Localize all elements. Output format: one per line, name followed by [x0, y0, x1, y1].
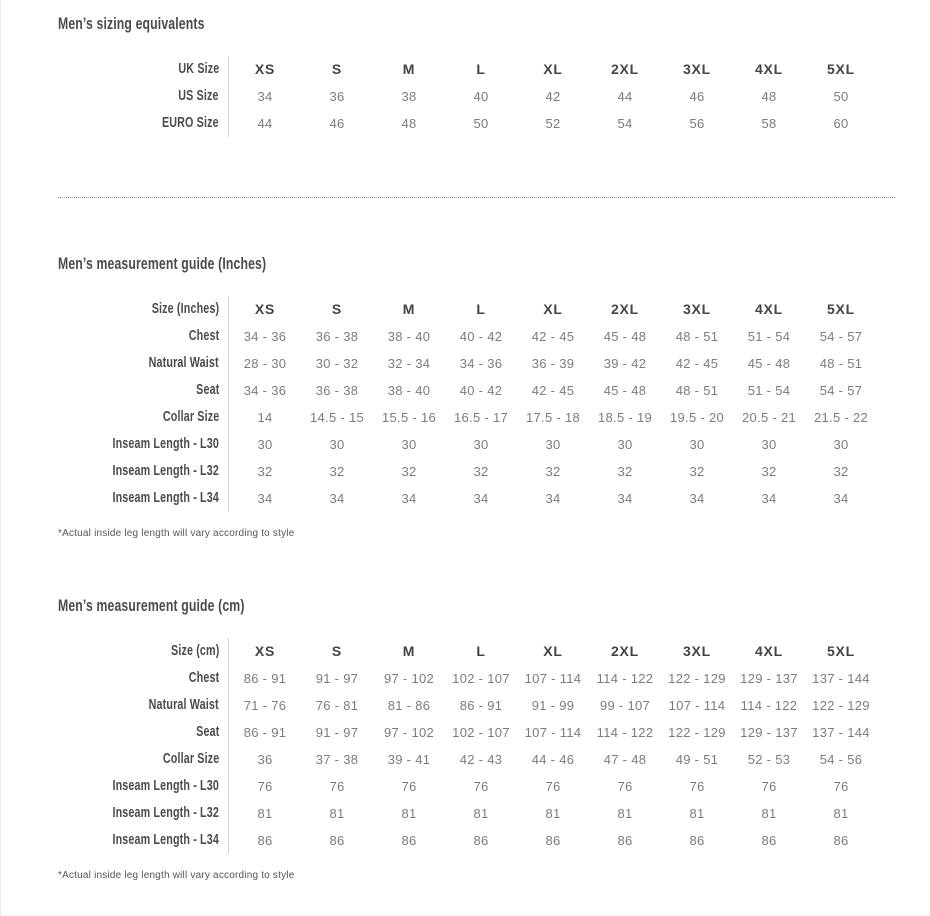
measurement-cm-table: [58, 638, 895, 854]
size-column-header: S: [331, 301, 343, 317]
measurement-inches-table: [58, 296, 895, 512]
size-value-cell: 36: [329, 89, 345, 104]
table-row: [58, 800, 895, 827]
table-row: [58, 404, 895, 431]
size-column-header: 3XL: [682, 643, 712, 659]
size-value-cell: 86: [257, 833, 273, 848]
size-value-cell: 86: [329, 833, 345, 848]
row-cells: [228, 83, 877, 110]
size-value-cell: 32: [473, 464, 489, 479]
size-value-cell: 76: [329, 779, 345, 794]
row-cells: [228, 110, 877, 137]
size-value-cell: 34: [689, 491, 705, 506]
row-cells: [228, 296, 877, 323]
size-value-cell: 34: [257, 491, 273, 506]
size-value-cell: 39 - 41: [387, 752, 431, 767]
size-value-cell: 50: [473, 116, 489, 131]
inches-footnote: *Actual inside leg length will vary according to style: [58, 528, 295, 539]
size-value-cell: 81: [401, 806, 417, 821]
size-value-cell: 34 - 36: [243, 329, 287, 344]
size-value-cell: 97 - 102: [383, 725, 435, 740]
row-label: Inseam Length - L34: [112, 490, 219, 506]
size-column-header: 4XL: [754, 643, 784, 659]
row-cells: [228, 458, 877, 485]
size-value-cell: 49 - 51: [675, 752, 719, 767]
size-value-cell: 56: [689, 116, 705, 131]
size-value-cell: 137 - 144: [812, 671, 870, 686]
table-row: [58, 458, 895, 485]
size-value-cell: 86 - 91: [243, 725, 287, 740]
size-column-header: XS: [254, 301, 276, 317]
row-cells: [228, 773, 877, 800]
table-row: [58, 350, 895, 377]
size-value-cell: 122 - 129: [668, 671, 726, 686]
size-value-cell: 76: [401, 779, 417, 794]
size-column-header: L: [476, 301, 486, 317]
table-row: [58, 377, 895, 404]
row-label: Inseam Length - L30: [112, 778, 219, 794]
row-label: Inseam Length - L30: [112, 436, 219, 452]
size-value-cell: 129 - 137: [740, 671, 798, 686]
size-value-cell: 99 - 107: [599, 698, 651, 713]
size-value-cell: 86 - 91: [243, 671, 287, 686]
table-row: [58, 827, 895, 854]
size-value-cell: 107 - 114: [668, 698, 726, 713]
size-value-cell: 30: [689, 437, 705, 452]
size-value-cell: 20.5 - 21: [741, 410, 796, 425]
table-row: [58, 692, 895, 719]
size-column-header: S: [331, 61, 343, 77]
size-value-cell: 54 - 57: [819, 329, 863, 344]
size-value-cell: 44 - 46: [531, 752, 575, 767]
size-value-cell: 32: [617, 464, 633, 479]
size-value-cell: 102 - 107: [452, 725, 510, 740]
row-label: Chest: [188, 670, 219, 686]
size-value-cell: 45 - 48: [603, 329, 647, 344]
size-value-cell: 30: [473, 437, 489, 452]
size-value-cell: 32: [761, 464, 777, 479]
sizing-equivalents-table: [58, 56, 895, 137]
size-value-cell: 30: [833, 437, 849, 452]
size-value-cell: 32 - 34: [387, 356, 431, 371]
row-cells: [228, 638, 877, 665]
row-cells: [228, 485, 877, 512]
size-column-header: XL: [543, 301, 563, 317]
size-value-cell: 76: [833, 779, 849, 794]
size-column-header: 3XL: [682, 301, 712, 317]
size-value-cell: 122 - 129: [812, 698, 870, 713]
size-column-header: XL: [543, 643, 563, 659]
size-column-header: XL: [543, 61, 563, 77]
size-value-cell: 114 - 122: [596, 671, 654, 686]
size-value-cell: 32: [833, 464, 849, 479]
row-label: Seat: [195, 724, 219, 740]
size-value-cell: 52: [545, 116, 561, 131]
row-label: Seat: [195, 382, 219, 398]
size-value-cell: 76: [761, 779, 777, 794]
size-value-cell: 34: [401, 491, 417, 506]
size-value-cell: 81: [761, 806, 777, 821]
row-cells: [228, 323, 877, 350]
size-value-cell: 71 - 76: [243, 698, 287, 713]
row-label: Natural Waist: [148, 355, 219, 371]
size-value-cell: 48 - 51: [819, 356, 863, 371]
size-value-cell: 19.5 - 20: [669, 410, 724, 425]
size-value-cell: 81: [473, 806, 489, 821]
size-value-cell: 32: [329, 464, 345, 479]
row-cells: [228, 746, 877, 773]
size-column-header: 2XL: [610, 643, 640, 659]
size-value-cell: 81: [545, 806, 561, 821]
size-value-cell: 86: [761, 833, 777, 848]
size-value-cell: 91 - 97: [315, 671, 359, 686]
size-column-header: XS: [254, 643, 276, 659]
size-value-cell: 54 - 56: [819, 752, 863, 767]
size-column-header: 3XL: [682, 61, 712, 77]
size-value-cell: 32: [689, 464, 705, 479]
size-value-cell: 17.5 - 18: [525, 410, 580, 425]
size-value-cell: 34: [329, 491, 345, 506]
size-value-cell: 76 - 81: [315, 698, 359, 713]
size-value-cell: 42 - 45: [675, 356, 719, 371]
size-value-cell: 76: [257, 779, 273, 794]
row-cells: [228, 350, 877, 377]
row-label: Size (Inches): [151, 301, 219, 317]
table-row: [58, 665, 895, 692]
size-value-cell: 48: [401, 116, 417, 131]
size-value-cell: 81: [617, 806, 633, 821]
size-column-header: 5XL: [826, 301, 856, 317]
table-header-row: [58, 56, 895, 83]
size-value-cell: 46: [689, 89, 705, 104]
size-column-header: 4XL: [754, 301, 784, 317]
size-value-cell: 34 - 36: [459, 356, 503, 371]
size-value-cell: 30: [617, 437, 633, 452]
size-value-cell: 34 - 36: [243, 383, 287, 398]
size-column-header: M: [402, 301, 416, 317]
size-value-cell: 122 - 129: [668, 725, 726, 740]
size-value-cell: 51 - 54: [747, 383, 791, 398]
table-row: [58, 719, 895, 746]
size-value-cell: 102 - 107: [452, 671, 510, 686]
size-value-cell: 42 - 45: [531, 383, 575, 398]
size-column-header: 4XL: [754, 61, 784, 77]
size-value-cell: 52 - 53: [747, 752, 791, 767]
size-value-cell: 34: [761, 491, 777, 506]
size-value-cell: 114 - 122: [596, 725, 654, 740]
size-value-cell: 21.5 - 22: [813, 410, 868, 425]
row-label: Inseam Length - L32: [112, 463, 219, 479]
size-value-cell: 50: [833, 89, 849, 104]
row-cells: [228, 431, 877, 458]
row-label: Inseam Length - L34: [112, 832, 219, 848]
cm-footnote: *Actual inside leg length will vary according to style: [58, 870, 295, 881]
size-column-header: 2XL: [610, 61, 640, 77]
size-value-cell: 137 - 144: [812, 725, 870, 740]
section-title-measurement-inches: [58, 254, 895, 274]
size-value-cell: 91 - 99: [531, 698, 575, 713]
size-value-cell: 107 - 114: [524, 671, 582, 686]
size-value-cell: 30: [329, 437, 345, 452]
size-value-cell: 30: [401, 437, 417, 452]
section-title-text: Men’s measurement guide (cm): [58, 596, 245, 615]
size-value-cell: 86: [401, 833, 417, 848]
size-value-cell: 34: [257, 89, 273, 104]
size-value-cell: 44: [617, 89, 633, 104]
size-value-cell: 36 - 39: [531, 356, 575, 371]
size-value-cell: 34: [545, 491, 561, 506]
size-value-cell: 32: [401, 464, 417, 479]
size-value-cell: 42 - 45: [531, 329, 575, 344]
size-value-cell: 30: [761, 437, 777, 452]
size-value-cell: 36 - 38: [315, 383, 359, 398]
size-value-cell: 37 - 38: [315, 752, 359, 767]
size-value-cell: 129 - 137: [740, 725, 798, 740]
size-value-cell: 81 - 86: [387, 698, 431, 713]
size-value-cell: 76: [617, 779, 633, 794]
section-title-sizing-equivalents: [58, 14, 895, 34]
row-label: Natural Waist: [148, 697, 219, 713]
dotted-divider: [58, 197, 895, 198]
size-value-cell: 81: [833, 806, 849, 821]
size-column-header: 5XL: [826, 61, 856, 77]
size-value-cell: 81: [257, 806, 273, 821]
size-value-cell: 40 - 42: [459, 329, 503, 344]
row-label: Size (cm): [170, 643, 219, 659]
row-label: Collar Size: [162, 409, 219, 425]
size-value-cell: 58: [761, 116, 777, 131]
size-column-header: M: [402, 61, 416, 77]
size-value-cell: 81: [689, 806, 705, 821]
size-column-header: M: [402, 643, 416, 659]
size-value-cell: 48 - 51: [675, 383, 719, 398]
size-column-header: L: [476, 643, 486, 659]
row-cells: [228, 800, 877, 827]
size-value-cell: 76: [545, 779, 561, 794]
size-value-cell: 32: [545, 464, 561, 479]
size-value-cell: 86: [833, 833, 849, 848]
size-value-cell: 42: [545, 89, 561, 104]
size-value-cell: 16.5 - 17: [453, 410, 508, 425]
size-column-header: S: [331, 643, 343, 659]
size-column-header: 5XL: [826, 643, 856, 659]
size-value-cell: 86: [473, 833, 489, 848]
size-value-cell: 107 - 114: [524, 725, 582, 740]
size-value-cell: 28 - 30: [243, 356, 287, 371]
size-value-cell: 34: [833, 491, 849, 506]
size-value-cell: 39 - 42: [603, 356, 647, 371]
table-header-row: [58, 296, 895, 323]
size-value-cell: 38: [401, 89, 417, 104]
size-value-cell: 36 - 38: [315, 329, 359, 344]
size-column-header: XS: [254, 61, 276, 77]
size-value-cell: 38 - 40: [387, 329, 431, 344]
section-title-text: Men’s measurement guide (Inches): [58, 254, 267, 273]
size-value-cell: 86 - 91: [459, 698, 503, 713]
size-value-cell: 91 - 97: [315, 725, 359, 740]
size-value-cell: 45 - 48: [747, 356, 791, 371]
size-value-cell: 30: [257, 437, 273, 452]
section-title-text: Men’s sizing equivalents: [58, 14, 205, 33]
size-value-cell: 36: [257, 752, 273, 767]
row-cells: [228, 719, 877, 746]
size-value-cell: 76: [689, 779, 705, 794]
size-value-cell: 44: [257, 116, 273, 131]
size-value-cell: 14: [257, 410, 273, 425]
size-value-cell: 97 - 102: [383, 671, 435, 686]
row-cells: [228, 404, 877, 431]
size-value-cell: 86: [689, 833, 705, 848]
table-row: [58, 83, 895, 110]
size-value-cell: 81: [329, 806, 345, 821]
table-row: [58, 773, 895, 800]
size-value-cell: 40 - 42: [459, 383, 503, 398]
size-value-cell: 42 - 43: [459, 752, 503, 767]
table-row: [58, 323, 895, 350]
size-value-cell: 45 - 48: [603, 383, 647, 398]
size-value-cell: 47 - 48: [603, 752, 647, 767]
row-label: Inseam Length - L32: [112, 805, 219, 821]
size-column-header: 2XL: [610, 301, 640, 317]
size-value-cell: 30: [545, 437, 561, 452]
size-column-header: L: [476, 61, 486, 77]
size-value-cell: 34: [473, 491, 489, 506]
row-cells: [228, 377, 877, 404]
row-cells: [228, 56, 877, 83]
size-value-cell: 18.5 - 19: [597, 410, 652, 425]
table-row: [58, 746, 895, 773]
table-row: [58, 110, 895, 137]
size-value-cell: 15.5 - 16: [381, 410, 436, 425]
size-value-cell: 48 - 51: [675, 329, 719, 344]
size-value-cell: 32: [257, 464, 273, 479]
size-value-cell: 54 - 57: [819, 383, 863, 398]
size-value-cell: 14.5 - 15: [309, 410, 364, 425]
row-label: US Size: [178, 88, 219, 104]
size-value-cell: 30 - 32: [315, 356, 359, 371]
size-value-cell: 114 - 122: [740, 698, 798, 713]
size-value-cell: 38 - 40: [387, 383, 431, 398]
size-value-cell: 86: [545, 833, 561, 848]
section-title-measurement-cm: [58, 596, 895, 616]
row-cells: [228, 827, 877, 854]
table-header-row: [58, 638, 895, 665]
row-label: EURO Size: [162, 115, 219, 131]
size-value-cell: 48: [761, 89, 777, 104]
size-value-cell: 54: [617, 116, 633, 131]
row-label: Chest: [188, 328, 219, 344]
table-row: [58, 431, 895, 458]
row-cells: [228, 665, 877, 692]
row-label: Collar Size: [162, 751, 219, 767]
size-value-cell: 51 - 54: [747, 329, 791, 344]
size-value-cell: 60: [833, 116, 849, 131]
size-value-cell: 34: [617, 491, 633, 506]
row-label: UK Size: [178, 61, 219, 77]
size-value-cell: 40: [473, 89, 489, 104]
table-row: [58, 485, 895, 512]
row-cells: [228, 692, 877, 719]
size-value-cell: 46: [329, 116, 345, 131]
size-value-cell: 76: [473, 779, 489, 794]
size-value-cell: 86: [617, 833, 633, 848]
